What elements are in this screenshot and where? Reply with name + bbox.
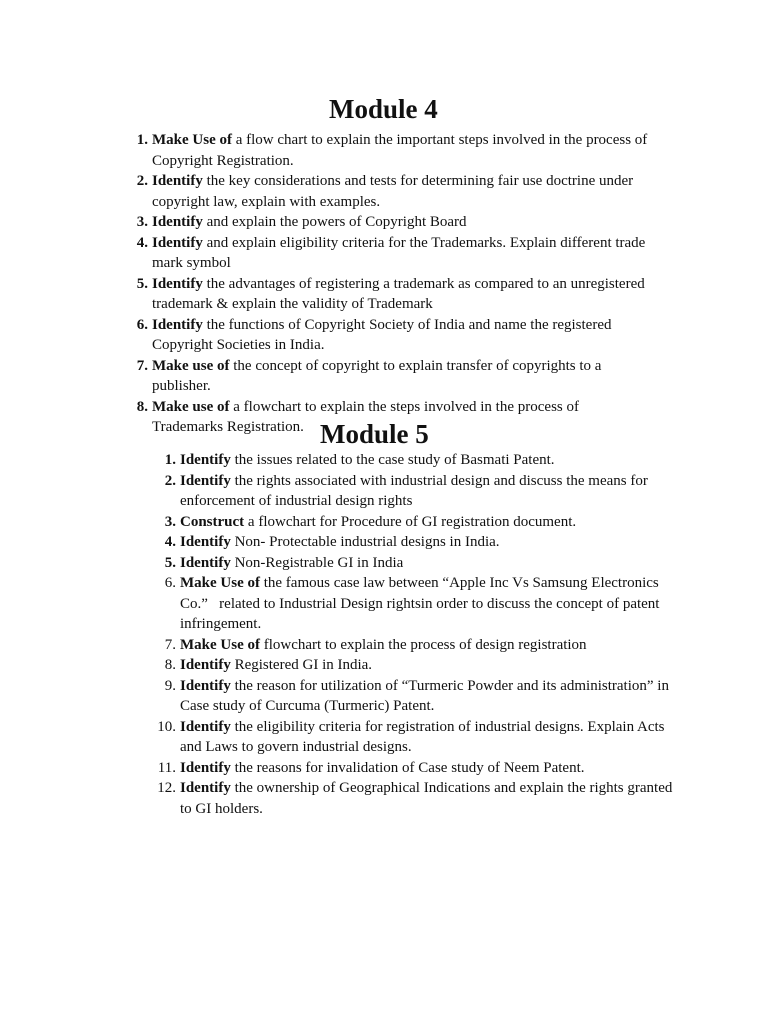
question-number: 2. [136,173,148,189]
question-keyword: Make Use of [180,575,260,591]
question-text: the advantages of registering a trademark as compared to an unregistered trademark & explain the validity of Trademark [152,275,649,312]
question-item [0,450,680,471]
question-keyword: Make Use of [180,636,260,653]
question-text: and explain eligibility criteria for the Trademarks. Explain different trade mark symbol [152,234,650,271]
question-text: the functions of Copyright Society of India and name the registered Copyright Societies in India. [152,316,616,353]
question-text: the eligibility criteria for registration of industrial designs. Explain Acts and Laws to govern industrial designs. [180,718,669,755]
question-number: 8. [136,398,148,415]
question-number: 6. [136,316,148,333]
question-number: 8. [164,657,176,673]
question-item [0,758,680,779]
question-item [0,573,680,635]
question-text: the rights associated with industrial design and discuss the means for enforcement of industrial design rights [180,472,652,509]
question-text: Non-Registrable GI in India [230,554,404,571]
question-keyword: Identify [180,759,231,776]
question-item [0,171,652,212]
question-item [0,212,652,233]
question-number: 9. [164,677,176,694]
question-keyword: Identify [180,472,231,489]
question-text: the reasons for invalidation of Case study of Neem Patent. [230,759,585,776]
question-item [0,274,652,315]
question-item [0,635,680,656]
question-number: 7. [164,636,176,653]
question-item [0,676,680,717]
question-number: 2. [164,472,176,489]
question-keyword: Identify [180,657,231,673]
question-text: Non- Protectable industrial designs in India. [230,534,500,550]
question-number: 5. [164,554,176,571]
question-number: 5. [136,275,148,292]
question-keyword: Identify [180,534,231,550]
module-4-title: Module 4 [329,94,438,124]
question-keyword: Identify [152,214,203,230]
question-text: a flowchart for Procedure of GI registration document. [244,513,577,530]
question-number: 6. [164,575,176,591]
question-keyword: Make use of [152,357,230,374]
module-5-title: Module 5 [320,419,429,449]
question-item [0,356,652,397]
question-item [0,717,680,758]
question-item [0,315,652,356]
question-text: the concept of copyright to explain transfer of copyrights to a publisher. [152,357,606,394]
question-number: 11. [157,759,176,776]
question-item [0,471,680,512]
question-keyword: Identify [180,677,231,694]
question-item [0,655,680,676]
question-keyword: Make use of [152,398,230,415]
question-text: a flowchart to explain the steps involved in the process of Trademarks Registration. [152,398,583,435]
question-number: 10. [157,718,176,735]
question-keyword: Identify [180,780,231,796]
question-item [0,512,680,533]
question-keyword: Identify [152,234,203,251]
question-keyword: Identify [180,452,231,468]
question-keyword: Identify [152,275,203,292]
question-keyword: Identify [152,316,203,333]
question-text: the famous case law between “Apple Inc Vs Samsung Electronics Co.” related to Industrial Design rightsin order to discuss the concept of patent infringement. [180,575,664,632]
question-number: 4. [164,534,176,550]
question-text: the issues related to the case study of Basmati Patent. [230,452,555,468]
question-item [0,553,680,574]
question-text: a flow chart to explain the important steps involved in the process of Copyright Registration. [152,132,652,169]
question-number: 3. [164,513,176,530]
question-keyword: Construct [180,513,245,530]
question-item [0,130,652,171]
question-number: 4. [136,234,148,251]
question-text: the key considerations and tests for determining fair use doctrine under copyright law, explain with examples. [152,173,637,210]
question-number: 12. [157,780,176,796]
question-text: the reason for utilization of “Turmeric Powder and its administration” in Case study of Curcuma (Turmeric) Patent. [180,677,673,714]
question-text: and explain the powers of Copyright Board [202,214,467,230]
question-number: 1. [164,452,176,468]
question-keyword: Make Use of [152,132,232,148]
question-number: 1. [136,132,148,148]
question-item [0,778,680,819]
module-4-question-list [0,130,768,438]
question-keyword: Identify [180,554,231,571]
question-item [0,532,680,553]
question-number: 7. [136,357,148,374]
question-text: flowchart to explain the process of design registration [259,636,587,653]
module-5-question-list [0,450,768,819]
question-text: the ownership of Geographical Indications and explain the rights granted to GI holders. [180,780,677,817]
question-keyword: Identify [180,718,231,735]
question-text: Registered GI in India. [230,657,373,673]
question-item [0,233,652,274]
question-number: 3. [136,214,148,230]
question-keyword: Identify [152,173,203,189]
